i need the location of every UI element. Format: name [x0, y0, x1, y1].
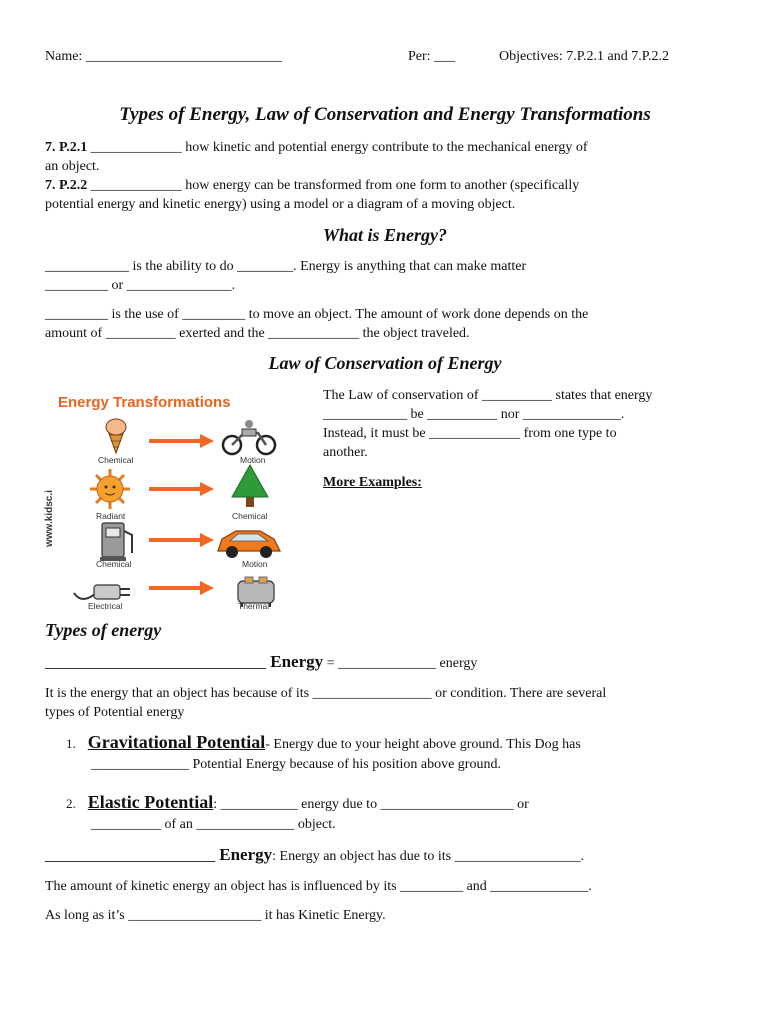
list-number: 1.	[66, 736, 76, 751]
potential-blank: __________________________	[45, 652, 266, 671]
kinetic-energy-heading	[45, 845, 584, 865]
motorcycle-icon	[223, 420, 275, 454]
elastic-line2: __________ of an ______________ object.	[91, 817, 336, 832]
kinetic-blank: ____________________	[45, 845, 215, 864]
kinetic-amount-line: The amount of kinetic energy an object has is influenced by its _________ and ______________.	[45, 879, 592, 894]
kinetic-as-long-line: As long as it’s ___________________ it has Kinetic Energy.	[45, 908, 386, 923]
potential-energy-heading	[45, 652, 477, 672]
row3-to-label: Motion	[242, 559, 268, 569]
transformation-arrow	[149, 482, 214, 496]
row3-from-label: Chemical	[96, 559, 132, 569]
gravitational-title: Gravitational Potential	[87, 732, 266, 752]
infographic-title: Energy Transformations	[58, 394, 231, 411]
row2-to-label: Chemical	[232, 511, 268, 521]
transformation-arrow	[149, 581, 214, 595]
transformation-arrow	[149, 533, 214, 547]
gravitational-line2: ______________ Potential Energy because of his position above ground.	[91, 757, 501, 772]
objective-text: _____________ how energy can be transformed from one form to another (specifically	[87, 178, 580, 193]
row1-from-label: Chemical	[98, 455, 134, 465]
objective-2-cont: potential energy and kinetic energy) using a model or a diagram of a moving object.	[45, 197, 516, 212]
more-examples-label: More Examples:	[323, 475, 422, 490]
elastic-potential-item	[66, 792, 529, 813]
gravitational-desc: - Energy due to your height above ground. This Dog has	[265, 737, 581, 752]
elastic-title: Elastic Potential	[87, 792, 214, 812]
potential-description-line2: types of Potential energy	[45, 705, 185, 720]
objective-code: 7. P.2.2	[45, 178, 88, 193]
potential-description-line1: It is the energy that an object has because of its _________________ or condition. There are several	[45, 686, 607, 701]
energy-definition-line1: ____________ is the ability to do ________. Energy is anything that can make matter	[45, 259, 527, 274]
kinetic-description: : Energy an object has due to its __________________.	[272, 849, 585, 864]
period-field-label: Per: ___	[408, 49, 456, 64]
section-heading-what-is-energy: What is Energy?	[322, 225, 448, 245]
potential-equation: = ______________ energy	[323, 656, 478, 671]
objective-1-cont: an object.	[45, 159, 100, 174]
row4-to-label: Thermal	[238, 601, 270, 611]
conservation-line4: another.	[323, 445, 368, 460]
section-heading-types: Types of energy	[45, 620, 162, 640]
objective-2	[45, 176, 579, 195]
row2-from-label: Radiant	[96, 511, 126, 521]
objective-text: _____________ how kinetic and potential energy contribute to the mechanical energy of	[87, 140, 588, 155]
name-field-label: Name: ____________________________	[45, 49, 282, 64]
tree-icon	[232, 465, 268, 507]
list-number: 2.	[66, 796, 76, 811]
energy-word: Energy	[215, 845, 273, 864]
car-icon	[218, 531, 280, 558]
energy-definition-line2: _________ or _______________.	[45, 278, 236, 293]
energy-transformations-infographic	[44, 385, 312, 617]
work-definition-line1: _________ is the use of _________ to move an object. The amount of work done depends on the	[45, 307, 589, 322]
sun-icon	[90, 469, 130, 509]
objective-code: 7. P.2.1	[45, 140, 88, 155]
row1-to-label: Motion	[240, 455, 266, 465]
plug-icon	[74, 585, 130, 599]
objective-1	[45, 138, 588, 157]
row4-from-label: Electrical	[88, 601, 123, 611]
elastic-desc: : ___________ energy due to ___________________ or	[213, 797, 529, 812]
work-definition-line2: amount of __________ exerted and the _____________ the object traveled.	[45, 326, 470, 341]
section-heading-conservation: Law of Conservation of Energy	[268, 353, 502, 373]
conservation-line3: Instead, it must be _____________ from one type to	[323, 426, 617, 441]
conservation-line2: ____________ be __________ nor ______________.	[323, 407, 625, 422]
transformation-arrow	[149, 434, 214, 448]
conservation-line1: The Law of conservation of __________ states that energy	[323, 388, 653, 403]
gravitational-potential-item	[66, 732, 581, 753]
gas-pump-icon	[100, 523, 132, 561]
page-title: Types of Energy, Law of Conservation and Energy Transformations	[119, 104, 651, 125]
objectives-header: Objectives: 7.P.2.1 and 7.P.2.2	[499, 49, 669, 64]
energy-word: Energy	[266, 652, 324, 671]
ice-cream-icon	[106, 419, 126, 453]
infographic-watermark: www.kidsc.i	[44, 490, 55, 547]
